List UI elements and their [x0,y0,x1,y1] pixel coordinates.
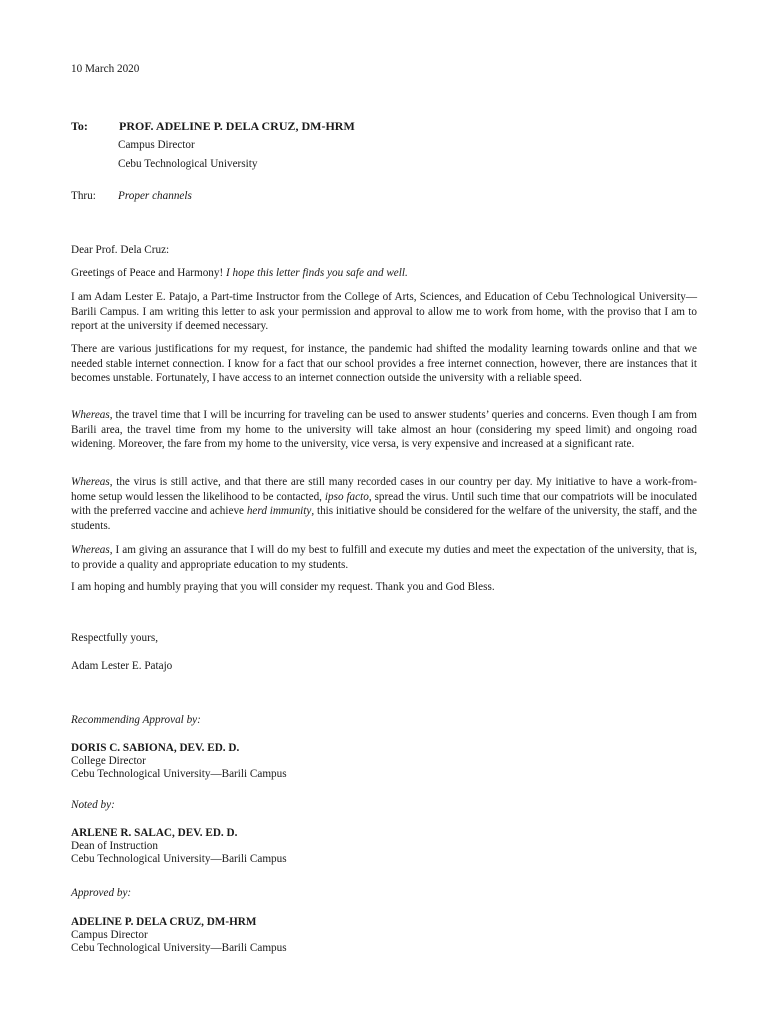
paragraph-6: I am hoping and humbly praying that you will consider my request. Thank you and God Bless. [71,581,495,593]
paragraph-3-body: , the travel time that I will be incurring for traveling can be used to answer students’ queries and concerns. Even though I am from Barili area, the travel time from my home to the university will take almost an hour (considering my speed limit) and ongoing road widening. Moreover, the fare from my home to the university, vice versa, is very expensive and increased at a significant rate. [71,409,697,450]
paragraph-3 [71,408,697,452]
paragraph-4-lead: Whereas [71,476,110,488]
signatory-1-name: DORIS C. SABIONA, DEV. ED. D. [71,742,240,754]
paragraph-4 [71,475,697,533]
greeting [71,266,697,281]
signatory-1-institution: Cebu Technological University—Barili Campus [71,768,287,780]
salutation: Dear Prof. Dela Cruz: [71,244,170,256]
signatory-1-position: College Director [71,755,146,767]
paragraph-5-body: , I am giving an assurance that I will do my best to fulfill and execute my duties and meet the expectation of the university, that is, to provide a quality and appropriate education to my students. [71,544,697,571]
greeting-plain: Greetings of Peace and Harmony! [71,267,227,279]
paragraph-3-lead: Whereas [71,409,110,421]
signatory-2-institution: Cebu Technological University—Barili Campus [71,853,287,865]
recipient-institution: Cebu Technological University [118,158,258,170]
paragraph-1: I am Adam Lester E. Patajo, a Part-time Instructor from the College of Arts, Sciences, and Education of Cebu Technological University—Barili Campus. I am writing this letter to ask your permission and approval to allow me to work from home, with the proviso that I am to report at the university if deemed necessary. [71,291,697,332]
paragraph-4-part-c: , this initiative should be considered for the welfare of the university, the staff, and the students. [71,505,697,532]
paragraph-5-lead: Whereas [71,544,110,556]
paragraph-4-italic-2: herd immunity [246,505,312,517]
signatory-2-name: ARLENE R. SALAC, DEV. ED. D. [71,827,238,839]
paragraph-4-part-b: , spread the virus. Until such time that our compatriots will be inoculated with the preferred vaccine and achieve [71,490,697,517]
to-label: To: [71,119,88,133]
signatory-3-institution: Cebu Technological University—Barili Campus [71,942,287,954]
thru-label: Thru: [71,190,96,202]
signatory-3-position: Campus Director [71,929,148,941]
signatory-2-position: Dean of Instruction [71,840,158,852]
thru-value: Proper channels [118,190,192,202]
recipient-name: PROF. ADELINE P. DELA CRUZ, DM-HRM [119,119,355,133]
signatory-2-label: Noted by: [71,799,115,811]
letter-date: 10 March 2020 [71,63,140,75]
greeting-italic: I hope this letter finds you safe and well. [226,267,408,279]
paragraph-4-part-a: , the virus is still active, and that there are still many recorded cases in our country per day. My initiative to have a work-from-home setup would lessen the likelihood to be contacted, [71,476,697,503]
signatory-1-label: Recommending Approval by: [71,714,201,726]
paragraph-5 [71,543,697,572]
paragraph-2: There are various justifications for my request, for instance, the pandemic had shifted the modality learning towards online and that we needed stable internet connection. I know for a fact that our school provides a free internet connection, however, there are instances that it becomes unstable. Fortunately, I have access to an internet connection outside the university with a reliable speed. [71,343,697,384]
recipient-title: Campus Director [118,139,195,151]
paragraph-4-italic-1: ipso facto [324,490,369,503]
closing: Respectfully yours, [71,632,158,644]
signatory-3-name: ADELINE P. DELA CRUZ, DM-HRM [71,916,257,928]
sender-name: Adam Lester E. Patajo [71,660,173,672]
signatory-3-label: Approved by: [71,887,132,899]
